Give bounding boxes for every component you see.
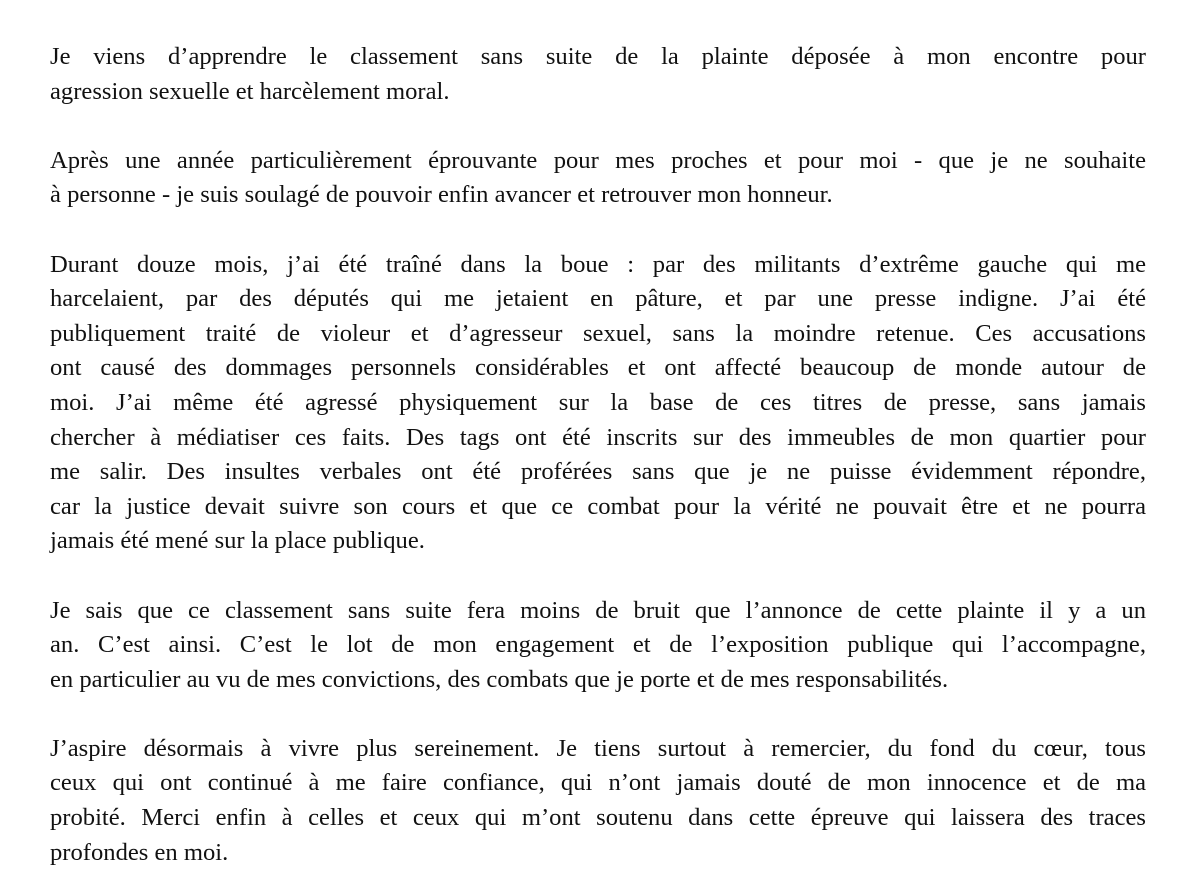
paragraph-line: me salir. Des insultes verbales ont été proférées sans que je ne puisse évidemment répondre, — [50, 458, 1146, 486]
paragraph-line: J’aspire désormais à vivre plus sereinement. Je tiens surtout à remercier, du fond du cœur, tous — [50, 734, 1146, 762]
paragraph-line: an. C’est ainsi. C’est le lot de mon engagement et de l’exposition publique qui l’accompagne, — [50, 631, 1146, 659]
paragraph-line: ceux qui ont continué à me faire confiance, qui n’ont jamais douté de mon innocence et de ma — [50, 769, 1146, 797]
paragraph-4 — [50, 594, 1146, 698]
paragraph-2 — [50, 144, 1146, 213]
paragraph-line: Durant douze mois, j’ai été traîné dans la boue : par des militants d’extrême gauche qui me — [50, 250, 1146, 278]
paragraph-line: Après une année particulièrement éprouvante pour mes proches et pour moi - que je ne souhaite — [50, 146, 1146, 174]
paragraph-3 — [50, 248, 1146, 559]
paragraph-line: chercher à médiatiser ces faits. Des tags ont été inscrits sur des immeubles de mon quartier pour — [50, 423, 1146, 451]
paragraph-line: car la justice devait suivre son cours et que ce combat pour la vérité ne pouvait être et ne pourra — [50, 492, 1146, 520]
paragraph-line: ont causé des dommages personnels considérables et ont affecté beaucoup de monde autour de — [50, 354, 1146, 382]
paragraph-line: à personne - je suis soulagé de pouvoir enfin avancer et retrouver mon honneur. — [50, 181, 833, 209]
paragraph-line: Je viens d’apprendre le classement sans suite de la plainte déposée à mon encontre pour — [50, 43, 1146, 70]
paragraph-line: publiquement traité de violeur et d’agresseur sexuel, sans la moindre retenue. Ces accusations — [50, 319, 1146, 347]
paragraph-line: moi. J’ai même été agressé physiquement sur la base de ces titres de presse, sans jamais — [50, 388, 1146, 416]
paragraph-line: agression sexuelle et harcèlement moral. — [50, 77, 450, 105]
paragraph-5 — [50, 732, 1146, 870]
paragraph-line: en particulier au vu de mes convictions, des combats que je porte et de mes responsabilités. — [50, 665, 949, 693]
paragraph-line: Je sais que ce classement sans suite fera moins de bruit que l’annonce de cette plainte il y a un — [50, 596, 1146, 624]
paragraph-1 — [50, 40, 1146, 109]
paragraph-line: probité. Merci enfin à celles et ceux qui m’ont soutenu dans cette épreuve qui laissera des traces — [50, 804, 1146, 832]
statement-document — [50, 40, 1146, 870]
paragraph-line: profondes en moi. — [50, 838, 229, 866]
paragraph-line: jamais été mené sur la place publique. — [50, 527, 425, 555]
paragraph-line: harcelaient, par des députés qui me jetaient en pâture, et par une presse indigne. J’ai été — [50, 285, 1146, 313]
